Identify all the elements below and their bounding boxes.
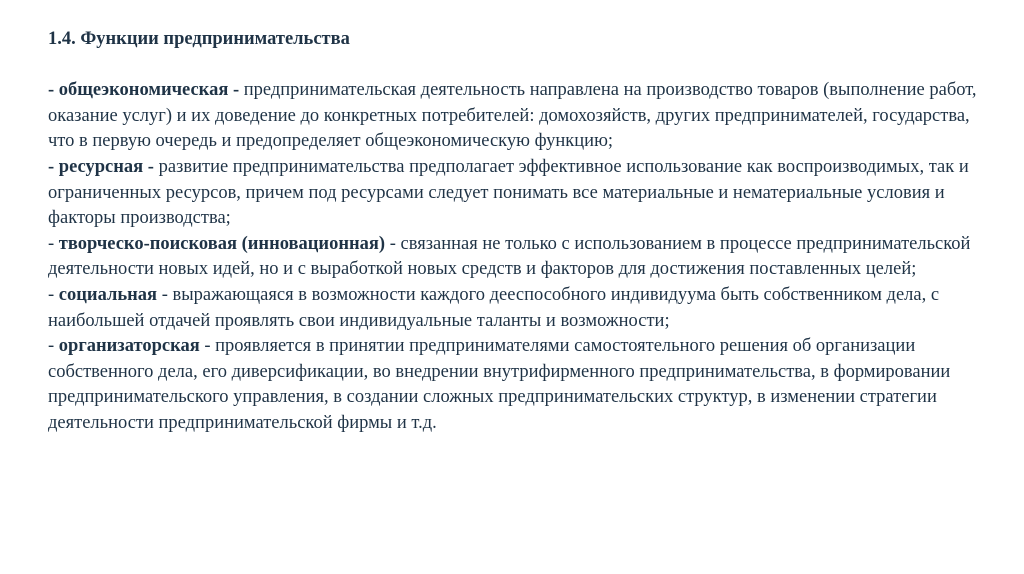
function-description: предпринимательская деятельность направлена на производство товаров (выполнение работ, оказание услуг) и их доведение до конкретных потребителей: домохозяйств, других предпринимателей, государства, что в первую очередь и предопределяет общеэкономическую функцию; <box>48 80 977 152</box>
function-prefix: - <box>48 284 59 305</box>
function-prefix: - <box>48 336 59 357</box>
function-prefix: - <box>48 233 59 254</box>
function-item-social <box>48 283 988 334</box>
function-item-resource <box>48 155 988 232</box>
function-term: организаторская <box>58 336 200 357</box>
function-term: общеэкономическая - <box>58 80 240 101</box>
function-item-organizational <box>48 334 988 436</box>
title-spacer <box>48 53 988 79</box>
function-term: ресурсная - <box>58 156 154 177</box>
function-term: социальная <box>58 284 158 305</box>
function-item-innovative <box>48 232 988 283</box>
function-description: - выражающаяся в возможности каждого дееспособного индивидуума быть собственником дела, с наибольшей отдачей проявлять свои индивидуальные таланты и возможности; <box>48 284 940 331</box>
function-prefix: - <box>48 156 59 177</box>
function-description: - проявляется в принятии предпринимателями самостоятельного решения об организации собственного дела, его диверсификации, во внедрении внутрифирменного предпринимательства, в формировании предпринимательского управления, в создании сложных предпринимательских структур, в изменении стратегии деятельности предпринимательской фирмы и т.д. <box>48 336 951 433</box>
function-term: творческо-поисковая (инновационная) <box>58 233 386 254</box>
function-description: развитие предпринимательства предполагает эффективное использование как воспроизводимых, так и ограниченных ресурсов, причем под ресурсами следует понимать все материальные и нематериальные условия и факторы производства; <box>48 156 969 229</box>
function-prefix: - <box>48 80 59 101</box>
function-item-general-economic <box>48 78 988 155</box>
function-description: - связанная не только с использованием в процессе предпринимательской деятельности новых идей, но и с выработкой новых средств и факторов для достижения поставленных целей; <box>48 233 971 280</box>
slide-content <box>48 27 988 437</box>
slide-title: 1.4. Функции предпринимательства <box>48 29 350 49</box>
